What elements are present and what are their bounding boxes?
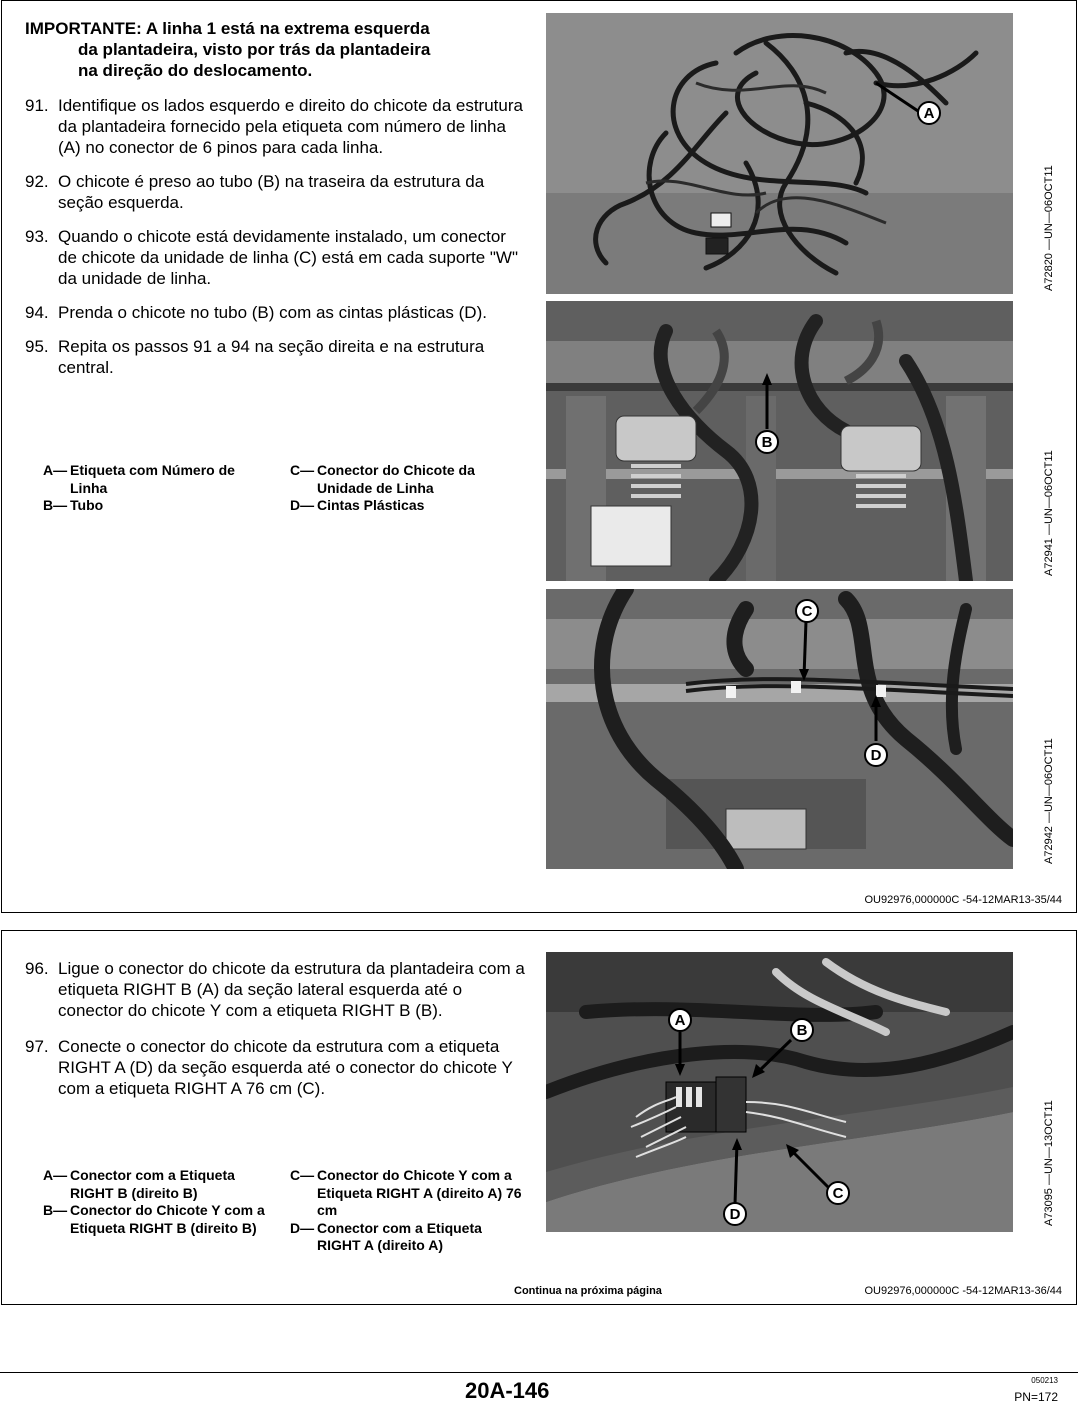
- instruction-block-1: [1, 0, 1077, 913]
- step-number: 94.: [25, 303, 49, 322]
- important-line: IMPORTANTE: A linha 1 está na extrema esquerda: [25, 19, 430, 38]
- connector-strap-illustration: [546, 589, 1013, 869]
- step-number: 96.: [25, 959, 49, 978]
- text-column: [25, 18, 525, 378]
- legend-right: [290, 462, 520, 515]
- important-note: [25, 18, 525, 81]
- image-code: A72820 —UN—06OCT11: [1043, 165, 1055, 291]
- callout-d: D: [729, 1206, 741, 1223]
- step-text: Prenda o chicote no tubo (B) com as cintas plásticas (D).: [58, 303, 487, 322]
- callout-a: A: [674, 1012, 686, 1029]
- image-code: A72942 —UN—06OCT11: [1043, 738, 1055, 864]
- step-number: 92.: [25, 172, 49, 191]
- step-text: Identifique os lados esquerdo e direito do chicote da estrutura da plantadeira fornecido pela etiqueta com número de linha (A) no conector de 6 pinos para cada linha.: [58, 96, 523, 157]
- step-91: [25, 95, 525, 158]
- step-number: 93.: [25, 227, 49, 246]
- tube-illustration: [546, 301, 1013, 581]
- step-text: Quando o chicote está devidamente instalado, um conector de chicote da unidade de linha (C) está em cada suporte "W" da unidade de linha.: [58, 227, 518, 288]
- callout-b: B: [796, 1022, 808, 1039]
- step-92: [25, 171, 525, 213]
- harness-photo: [546, 13, 1013, 294]
- step-text: Conecte o conector do chicote da estrutura com a etiqueta RIGHT A (D) da seção esquerda até o conector do chicote Y com a etiqueta RIGHT A 76 cm (C).: [58, 1037, 513, 1098]
- legend-item-c: C— Conector do Chicote da Unidade de Linha: [290, 462, 475, 496]
- harness-illustration: [546, 13, 1013, 294]
- text-column: [25, 958, 525, 1099]
- instruction-block-2: [1, 930, 1077, 1305]
- page-pn: PN=172: [1014, 1390, 1058, 1404]
- page-number: 20A-146: [465, 1378, 550, 1403]
- step-97: [25, 1036, 525, 1099]
- continued-next-page: Continua na próxima página: [514, 1285, 662, 1297]
- step-number: 91.: [25, 96, 49, 115]
- step-95: [25, 336, 525, 378]
- step-number: 95.: [25, 337, 49, 356]
- step-94: [25, 302, 525, 323]
- step-text: Repita os passos 91 a 94 na seção direita e na estrutura central.: [58, 337, 485, 377]
- y-harness-photo: [546, 952, 1013, 1232]
- legend-right: [290, 1167, 525, 1255]
- connector-strap-photo: [546, 589, 1013, 869]
- page-date-code: 050213: [1031, 1376, 1058, 1385]
- step-text: Ligue o conector do chicote da estrutura da plantadeira com a etiqueta RIGHT B (A) da seção lateral esquerda até o conector do chicote Y com a etiqueta RIGHT B (B).: [58, 959, 525, 1020]
- legend-item-c: C— Conector do Chicote Y com a Etiqueta RIGHT A (direito A) 76 cm: [290, 1167, 522, 1218]
- legend-item-d: D— Conector com a Etiqueta RIGHT A (direito A): [290, 1219, 482, 1253]
- step-text: O chicote é preso ao tubo (B) na traseira da estrutura da seção esquerda.: [58, 172, 485, 212]
- image-code: A73095 —UN—13OCT11: [1043, 1100, 1055, 1226]
- step-96: [25, 958, 525, 1021]
- tube-photo: [546, 301, 1013, 581]
- legend-item-b: B— Tubo: [43, 497, 104, 513]
- legend-item-a: A— Etiqueta com Número de Linha: [43, 462, 235, 496]
- callout-c: C: [801, 603, 813, 620]
- callout-c: C: [832, 1185, 844, 1202]
- image-code: A72941 —UN—06OCT11: [1043, 450, 1055, 576]
- callout-d: D: [870, 747, 882, 764]
- callout-a: A: [923, 105, 935, 122]
- page-footer-divider: [0, 1372, 1078, 1373]
- legend-item-a: A— Conector com a Etiqueta RIGHT B (direito B): [43, 1167, 235, 1201]
- callout-b: B: [761, 434, 773, 451]
- legend-item-b: B— Conector do Chicote Y com a Etiqueta RIGHT B (direito B): [43, 1202, 265, 1236]
- step-number: 97.: [25, 1037, 49, 1056]
- step-93: [25, 226, 525, 289]
- footer-reference-id: OU92976,000000C -54-12MAR13-35/44: [864, 894, 1062, 906]
- footer-reference-id: OU92976,000000C -54-12MAR13-36/44: [864, 1285, 1062, 1297]
- important-line: da plantadeira, visto por trás da plantadeira: [78, 40, 431, 59]
- legend-left: [43, 1167, 278, 1237]
- legend-left: [43, 462, 273, 515]
- important-line: na direção do deslocamento.: [78, 61, 313, 80]
- legend-item-d: D— Cintas Plásticas: [290, 497, 425, 513]
- y-harness-illustration: [546, 952, 1013, 1232]
